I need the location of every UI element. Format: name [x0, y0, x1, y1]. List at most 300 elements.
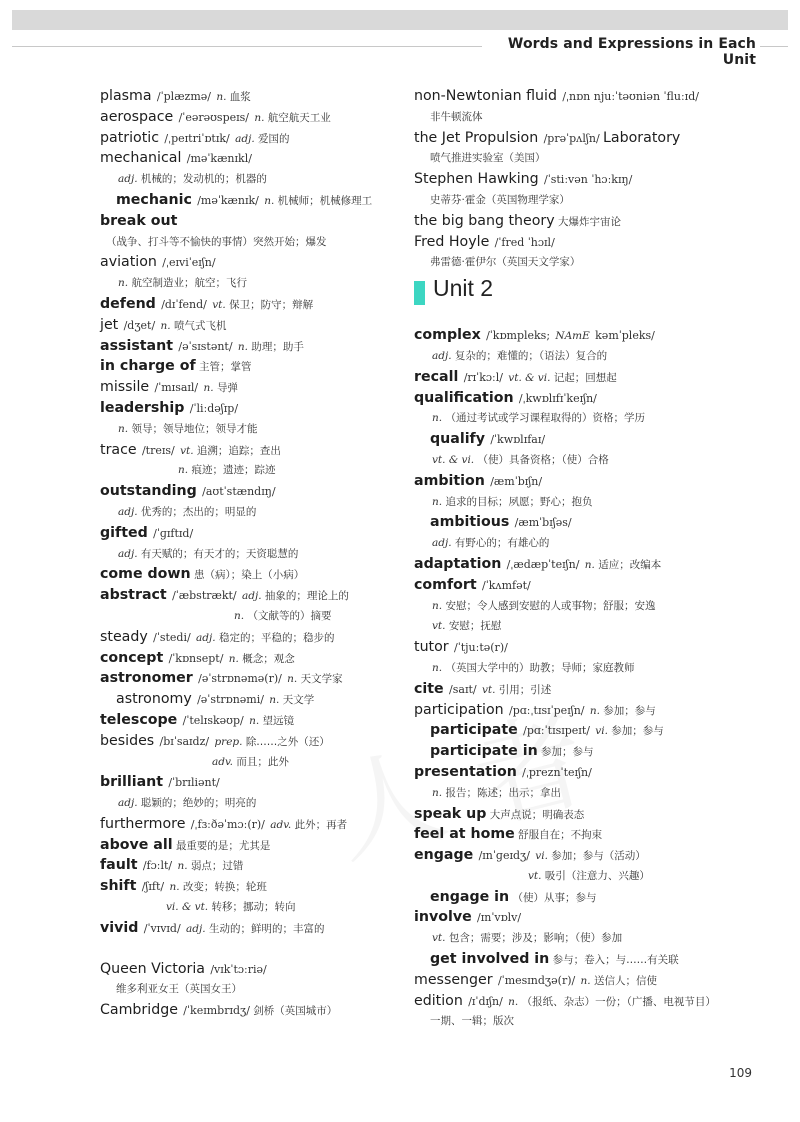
headword: come down	[100, 566, 191, 583]
glossary-entry	[100, 294, 400, 315]
headword: feel at home	[414, 826, 515, 843]
glossary-definition-line	[100, 232, 400, 253]
glossary-entry	[414, 804, 754, 825]
headword: missile	[100, 379, 150, 396]
definition: 大爆炸宇宙论	[558, 215, 621, 228]
unit-2-entries	[414, 325, 754, 1032]
part-of-speech: adj.	[432, 349, 452, 362]
headword: shift	[100, 878, 137, 895]
glossary-definition-line	[414, 616, 754, 637]
glossary-entry	[414, 367, 754, 388]
phonetic: /ˈbrɪliənt/	[168, 776, 220, 790]
part-of-speech: n.	[584, 558, 595, 571]
phonetic: /rɪˈkɔːl/	[463, 370, 503, 384]
part-of-speech: adv.	[212, 755, 234, 768]
left-column	[100, 86, 400, 1021]
headword: telescope	[100, 711, 178, 728]
part-of-speech: prep.	[214, 735, 243, 748]
phonetic: /ˌeɪviˈeɪʃn/	[162, 256, 216, 270]
definition: 参与；卷入；与……有关联	[552, 954, 679, 967]
headword: fault	[100, 857, 138, 874]
definition: 最重要的是；尤其是	[175, 839, 271, 852]
headword: trace	[100, 441, 137, 458]
headword: engage in	[430, 888, 510, 905]
definition: 导弹	[216, 382, 238, 395]
definition: 报告；陈述；出示；拿出	[445, 786, 561, 799]
part-of-speech: vt.	[528, 869, 542, 882]
headword: the big bang theory	[414, 212, 555, 229]
definition: 领导；领导地位；领导才能	[131, 422, 258, 435]
phonetic: /ˈplæzmə/	[156, 90, 211, 103]
headword: brilliant	[100, 774, 164, 791]
definition: 血浆	[229, 91, 251, 103]
definition: 安慰；抚慰	[448, 620, 502, 633]
headword: participate	[430, 722, 518, 739]
part-of-speech: vi.	[595, 725, 608, 738]
glossary-definition-line	[100, 502, 400, 523]
headword: Fred Hoyle	[414, 233, 490, 250]
definition: 患（病）；染上（小病）	[193, 569, 305, 582]
phonetic: /məˈkænɪk/	[197, 193, 259, 207]
headword: aerospace	[100, 108, 174, 125]
definition: 痕迹；遗迹；踪迹	[191, 464, 276, 477]
glossary-entry	[100, 356, 400, 377]
part-of-speech: n.	[178, 464, 189, 477]
definition: 主管；掌管	[198, 361, 252, 374]
glossary-definition-line	[414, 450, 754, 471]
definition: 弱点；过错	[190, 860, 244, 873]
definition: 助理；助手	[251, 340, 304, 353]
part-of-speech: vt. & vi.	[508, 371, 551, 384]
part-of-speech: n.	[118, 277, 129, 290]
unit-accent-bar	[414, 281, 425, 305]
definition: 爱国的	[258, 132, 290, 145]
definition: （战争、打斗等不愉快的事情）突然开始；爆发	[106, 235, 327, 248]
phonetic: /ɪnˈɡeɪdʒ/	[478, 849, 530, 863]
glossary-entry	[414, 325, 754, 346]
part-of-speech: adj.	[118, 173, 138, 186]
glossary-entry	[414, 232, 754, 253]
glossary-entry	[100, 481, 400, 502]
part-of-speech: n.	[432, 495, 443, 508]
definition: 稳定的；平稳的；稳步的	[218, 631, 335, 644]
part-of-speech: n.	[228, 652, 239, 665]
phonetic: /bɪˈsaɪdz/	[159, 734, 210, 748]
headword: engage	[414, 847, 474, 864]
glossary-entry	[100, 107, 400, 128]
glossary-entry	[100, 128, 400, 149]
glossary-entry	[100, 772, 400, 793]
glossary-definition-line	[100, 979, 400, 1000]
phonetic: /ˈstedi/	[153, 630, 191, 644]
definition: 参加；参与（活动）	[551, 850, 646, 863]
glossary-entry	[414, 845, 754, 866]
glossary-entry	[414, 762, 754, 783]
glossary-definition-line	[100, 460, 400, 481]
phonetic: /ɪnˈvɒlv/	[477, 911, 522, 925]
definition: 抽象的；理论上的	[264, 590, 349, 603]
definition: kəmˈpleks/	[595, 329, 655, 343]
headword: involve	[414, 909, 472, 926]
part-of-speech: n.	[160, 319, 171, 332]
glossary-entry	[100, 627, 400, 648]
headword: cite	[414, 680, 444, 697]
glossary-definition-line	[414, 252, 754, 273]
definition: 追溯；追踪；查出	[196, 444, 281, 457]
definition: 史蒂芬·霍金（英国物理学家）	[430, 193, 570, 206]
part-of-speech: n.	[169, 881, 180, 894]
headword: concept	[100, 649, 164, 666]
phonetic: /ˌpeɪtriˈɒtɪk/	[164, 131, 230, 145]
part-of-speech: adj.	[118, 505, 138, 518]
definition: 适应；改编本	[598, 558, 662, 571]
glossary-entry	[100, 918, 400, 939]
glossary-entry	[100, 315, 400, 336]
glossary-entry	[100, 148, 400, 169]
phonetic: /ˌkwɒlɪfɪˈkeɪʃn/	[518, 391, 597, 405]
headword: jet	[100, 316, 119, 333]
headword: Stephen Hawking	[414, 171, 539, 188]
headword: tutor	[414, 639, 449, 656]
definition: 剑桥（英国城市）	[253, 1005, 338, 1018]
part-of-speech: n.	[269, 694, 280, 707]
definition: 天文学	[282, 694, 315, 707]
phonetic: /ˈliːdəʃɪp/	[189, 401, 239, 415]
headword: astronomy	[116, 691, 192, 708]
headword: comfort	[414, 576, 477, 593]
definition: 航空制造业；航空；飞行	[131, 277, 247, 290]
glossary-entry	[414, 86, 754, 107]
glossary-entry	[414, 887, 754, 908]
glossary-definition-line	[100, 793, 400, 814]
glossary-definition-line	[100, 752, 400, 773]
part-of-speech: vt.	[481, 683, 496, 696]
headword: mechanical	[100, 150, 182, 167]
definition: 优秀的；杰出的；明显的	[140, 505, 257, 518]
glossary-definition-line	[414, 148, 754, 169]
part-of-speech: n.	[254, 111, 265, 124]
glossary-entry	[100, 564, 400, 585]
definition: 安慰；令人感到安慰的人或事物；舒服；安逸	[445, 599, 656, 612]
part-of-speech: adj.	[118, 547, 138, 560]
running-header-title: Words and Expressions in Each Unit	[507, 36, 756, 68]
definition: （文献等的）摘要	[247, 609, 332, 622]
phonetic: /ˈkʌmfət/	[481, 578, 531, 592]
definition: 参加；参与	[541, 746, 594, 759]
glossary-definition-line	[414, 783, 754, 804]
definition: 此外；再者	[294, 818, 348, 831]
glossary-definition-line	[100, 544, 400, 565]
definition: 非牛顿流体	[430, 110, 483, 123]
phonetic: /ˈɡɪftɪd/	[153, 526, 194, 540]
definition: 维多利亚女王（英国女王）	[116, 983, 242, 996]
part-of-speech: adv.	[270, 818, 292, 831]
phonetic: /əˈstrɒnəmə(r)/	[198, 672, 282, 686]
part-of-speech: n.	[432, 599, 443, 612]
definition: 改变；转换；轮班	[182, 881, 267, 894]
headword: steady	[100, 628, 148, 645]
definition: 一期、一辑；版次	[430, 1015, 514, 1028]
glossary-entry	[414, 741, 754, 762]
glossary-entry	[414, 949, 754, 970]
glossary-entry	[414, 169, 754, 190]
definition: 喷气式飞机	[173, 319, 227, 332]
headword: vivid	[100, 919, 139, 936]
headword: ambitious	[430, 514, 510, 531]
part-of-speech: vt.	[432, 932, 446, 945]
phonetic: /ˈkwɒlɪfaɪ/	[490, 433, 546, 447]
glossary-entry	[100, 855, 400, 876]
part-of-speech: n.	[237, 340, 249, 353]
glossary-entry	[100, 377, 400, 398]
part-of-speech: n.	[234, 609, 245, 622]
definition: 概念；观念	[242, 652, 295, 665]
glossary-definition-line	[100, 606, 400, 627]
glossary-entry	[100, 398, 400, 419]
phonetic: /ˈmesɪndʒə(r)/	[497, 973, 576, 987]
headword: complex	[414, 327, 481, 344]
phonetic: /ˈkeɪmbrɪdʒ/	[183, 1004, 250, 1018]
phonetic: /saɪt/	[449, 682, 477, 696]
glossary-definition-line	[414, 928, 754, 949]
phonetic: /treɪs/	[141, 443, 175, 457]
glossary-definition-line	[414, 492, 754, 513]
phonetic: /ˌpreznˈteɪʃn/	[522, 765, 592, 779]
glossary-definition-line	[414, 866, 754, 887]
phonetic: /pɑːˌtɪsɪˈpeɪʃn/	[509, 703, 585, 717]
phonetic: /ˈtjuːtə(r)/	[453, 641, 508, 655]
part-of-speech: vt.	[180, 444, 194, 457]
glossary-definition-line	[414, 533, 754, 554]
part-of-speech: vi. & vt.	[166, 901, 209, 914]
definition: 有野心的；有雄心的	[454, 537, 550, 550]
definition: 参加；参与	[611, 725, 664, 738]
definition: 复杂的；难懂的；（语法）复合的	[454, 349, 608, 362]
glossary-entry	[100, 86, 400, 107]
definition: （英国大学中的）助教；导师；家庭教师	[445, 661, 635, 674]
glossary-entry	[100, 959, 400, 980]
definition: 保卫；防守；辩解	[229, 298, 314, 311]
headword: qualification	[414, 389, 514, 406]
headword: presentation	[414, 763, 517, 780]
headword: gifted	[100, 524, 148, 541]
definition: 生动的；鲜明的；丰富的	[208, 922, 325, 935]
phonetic: /ˈmɪsaɪl/	[154, 381, 199, 395]
phonetic: /əˈstrɒnəmi/	[197, 693, 264, 707]
glossary-entry	[100, 523, 400, 544]
headword: adaptation	[414, 555, 502, 572]
part-of-speech: adj.	[241, 590, 262, 603]
part-of-speech: n.	[177, 860, 188, 873]
definition: 送信人；信使	[594, 974, 657, 987]
header-divider-left	[12, 46, 482, 47]
phonetic: /məˈkænɪkl/	[186, 152, 252, 166]
glossary-entry	[414, 720, 754, 741]
glossary-entry	[100, 440, 400, 461]
glossary-entry	[414, 512, 754, 533]
headword: besides	[100, 732, 155, 749]
phonetic: /ˈkɒmpleks;	[486, 329, 551, 343]
part-of-speech: n.	[432, 412, 443, 425]
part-of-speech: n.	[432, 661, 443, 674]
glossary-definition-line	[414, 658, 754, 679]
phonetic: /ˌnɒn njuːˈtəʊniən ˈfluːɪd/	[562, 90, 699, 103]
definition: 喷气推进实验室（美国）	[430, 152, 546, 165]
glossary-entry	[414, 679, 754, 700]
headword: participation	[414, 701, 504, 718]
part-of-speech: adj.	[196, 631, 216, 644]
part-of-speech: n.	[216, 91, 227, 103]
phonetic: /aʊtˈstændɪŋ/	[202, 485, 276, 499]
part-of-speech: n.	[432, 786, 443, 799]
glossary-entry	[100, 710, 400, 731]
glossary-entry	[100, 648, 400, 669]
headword: leadership	[100, 399, 185, 416]
headword: edition	[414, 992, 463, 1009]
definition: 航空航天工业	[267, 111, 331, 124]
phonetic: /ˈeərəʊspeɪs/	[178, 110, 249, 124]
glossary-entry	[414, 211, 754, 232]
part-of-speech: n.	[508, 995, 519, 1008]
glossary-definition-line	[414, 596, 754, 617]
part-of-speech: adj.	[186, 922, 206, 935]
headword: get involved in	[430, 951, 550, 968]
glossary-entry	[100, 336, 400, 357]
headword: assistant	[100, 337, 174, 354]
phonetic: /vɪkˈtɔːriə/	[210, 962, 267, 976]
headword: mechanic	[116, 191, 192, 208]
headword: patriotic	[100, 129, 160, 146]
headword: Queen Victoria	[100, 960, 205, 977]
headword: astronomer	[100, 670, 193, 687]
glossary-entry	[414, 388, 754, 409]
part-of-speech: vt.	[432, 620, 446, 633]
phonetic: /æmˈbɪʃəs/	[514, 516, 572, 530]
glossary-entry	[100, 814, 400, 835]
headword: furthermore	[100, 815, 186, 832]
definition: （通过考试或学习课程取得的）资格；学历	[445, 412, 645, 425]
headword: defend	[100, 295, 156, 312]
phonetic: /dʒet/	[123, 318, 156, 332]
definition: 引用；引述	[498, 683, 552, 696]
definition: 记起；回想起	[553, 371, 617, 384]
definition: 聪颖的；绝妙的；明亮的	[140, 797, 257, 810]
glossary-definition-line	[100, 419, 400, 440]
headword: recall	[414, 368, 459, 385]
headword: qualify	[430, 431, 485, 448]
glossary-entry	[414, 700, 754, 721]
phonetic: /dɪˈfend/	[161, 297, 207, 311]
glossary-entry	[414, 907, 754, 928]
part-of-speech: adj.	[118, 797, 138, 810]
glossary-definition-line	[414, 408, 754, 429]
unit-heading	[414, 273, 754, 325]
glossary-entry	[414, 575, 754, 596]
phonetic: /ɪˈdɪʃn/	[468, 994, 503, 1008]
part-of-speech: n.	[249, 714, 260, 727]
phonetic: /əˈsɪstənt/	[178, 339, 233, 353]
headword: the Jet Propulsion	[414, 129, 539, 146]
glossary-entry	[100, 731, 400, 752]
part-of-speech: adj.	[235, 132, 255, 145]
definition: （使）具备资格；（使）合格	[477, 453, 609, 466]
glossary-entry	[100, 211, 400, 232]
phonetic: /ˈvɪvɪd/	[143, 921, 181, 935]
phonetic: /fɔːlt/	[142, 859, 173, 873]
glossary-definition-line	[100, 169, 400, 190]
definition: 转移；挪动；转向	[211, 901, 296, 914]
glossary-entry	[414, 824, 754, 845]
glossary-entry	[100, 835, 400, 856]
definition: 参加；参与	[603, 704, 656, 717]
definition: 除……之外（还）	[245, 735, 330, 748]
glossary-definition-line	[100, 897, 400, 918]
glossary-definition-line	[100, 273, 400, 294]
glossary-entry	[100, 252, 400, 273]
definition: 包含；需要；涉及；影响；（使）参加	[448, 932, 623, 945]
glossary-entry	[100, 689, 400, 710]
phonetic: /pɑːˈtɪsɪpeɪt/	[523, 724, 590, 738]
glossary-definition-line	[414, 107, 754, 128]
definition: 追求的目标；夙愿；野心；抱负	[445, 495, 593, 508]
phonetic: /ˈæbstrækt/	[172, 589, 237, 603]
glossary-entry	[414, 970, 754, 991]
phonetic: /ˌædæpˈteɪʃn/	[506, 557, 580, 571]
headword: aviation	[100, 254, 157, 271]
definition: 大声点说；明确表态	[489, 808, 585, 821]
headword: above all	[100, 836, 173, 853]
glossary-entry	[414, 429, 754, 450]
glossary-entry	[100, 585, 400, 606]
phonetic: /ˈstiːvən ˈhɔːkɪŋ/	[544, 173, 633, 187]
glossary-entry	[414, 991, 754, 1012]
definition: 而且；此外	[236, 755, 289, 768]
phonetic: /ˈfred ˈhɔɪl/	[494, 235, 555, 249]
part-of-speech: n.	[118, 422, 129, 435]
part-of-speech: NAmE	[555, 330, 590, 343]
glossary-entry	[414, 128, 754, 149]
part-of-speech: n.	[580, 974, 591, 987]
headword: non-Newtonian fluid	[414, 88, 557, 104]
phonetic: /ˌfɜːðəˈmɔː(r)/	[190, 817, 265, 831]
phonetic: /ˈtelɪskəʊp/	[182, 713, 244, 727]
part-of-speech: n.	[287, 673, 298, 686]
definition: 机械师；机械修理工	[277, 194, 373, 207]
definition: 舒服自在；不拘束	[518, 829, 603, 842]
headword: speak up	[414, 805, 487, 822]
part-of-speech: n.	[264, 194, 275, 207]
glossary-definition-line	[414, 190, 754, 211]
headword: in charge of	[100, 358, 196, 375]
definition: （报纸、杂志）一份；（广播、电视节目）	[521, 995, 716, 1008]
glossary-definition-line	[414, 346, 754, 367]
part-of-speech: n.	[203, 382, 214, 395]
definition: 望远镜	[262, 714, 295, 727]
part-of-speech: vt.	[212, 298, 226, 311]
part-of-speech: adj.	[432, 537, 452, 550]
phonetic: /ˈkɒnsept/	[168, 651, 224, 665]
unit-title: Unit 2	[433, 275, 494, 302]
glossary-entry	[414, 637, 754, 658]
headword: outstanding	[100, 483, 197, 500]
definition: 吸引（注意力、兴趣）	[544, 869, 650, 882]
definition: 天文学家	[300, 673, 343, 686]
phonetic: /prəˈpʌlʃn/	[543, 131, 600, 145]
headword: participate in	[430, 743, 538, 760]
glossary-entry	[100, 668, 400, 689]
definition: 弗雷德·霍伊尔（英国天文学家）	[430, 256, 581, 269]
definition: 有天赋的；有天才的；天资聪慧的	[140, 547, 299, 560]
